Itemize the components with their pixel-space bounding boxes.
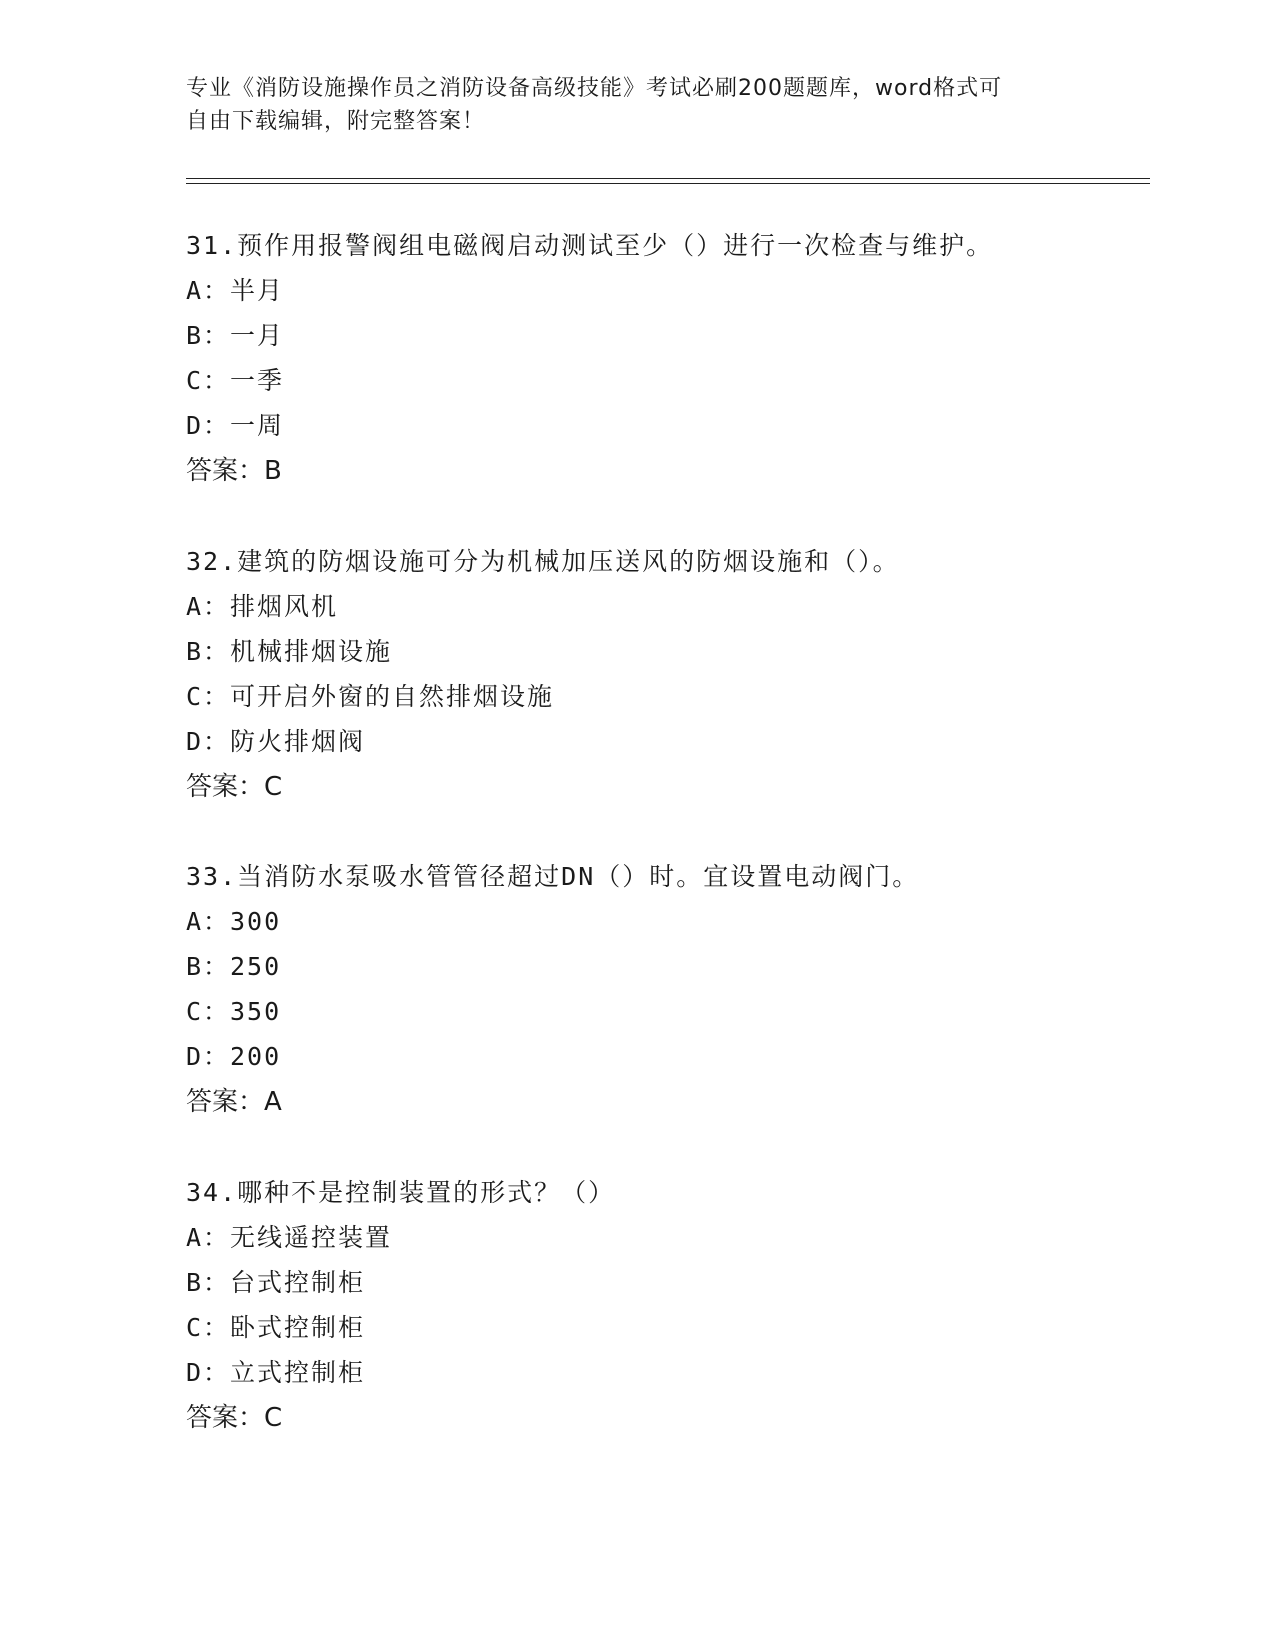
- option-text: 350: [230, 997, 282, 1026]
- option-text: 一季: [230, 366, 285, 395]
- option-letter: B：: [186, 637, 231, 666]
- option-text: 无线遥控装置: [230, 1223, 393, 1252]
- option-d: [186, 410, 1146, 455]
- option-letter: D：: [186, 1358, 231, 1387]
- option-text: 一周: [230, 411, 285, 440]
- answer-line: 答案：A: [186, 1087, 282, 1117]
- option-d: [186, 1357, 1146, 1402]
- option-letter: C：: [186, 997, 231, 1026]
- option-text: 可开启外窗的自然排烟设施: [230, 682, 555, 711]
- option-b: [186, 951, 1146, 996]
- option-a: [186, 275, 1146, 320]
- option-text: 排烟风机: [230, 592, 339, 621]
- document-header: [186, 72, 1066, 138]
- option-b: [186, 1267, 1146, 1312]
- option-text: 一月: [230, 321, 285, 350]
- option-a: [186, 906, 1146, 951]
- option-d: [186, 726, 1146, 771]
- header-divider-top: [186, 178, 1150, 179]
- option-a: [186, 1222, 1146, 1267]
- answer-line: 答案：B: [186, 456, 282, 486]
- option-b: [186, 636, 1146, 681]
- option-c: [186, 1312, 1146, 1357]
- option-text: 半月: [230, 276, 285, 305]
- header-divider-bottom: [186, 183, 1150, 184]
- option-letter: C：: [186, 366, 231, 395]
- question-stem: 31.预作用报警阀组电磁阀启动测试至少（）进行一次检查与维护。: [186, 231, 994, 260]
- question-31: [186, 230, 1146, 500]
- option-letter: A：: [186, 1223, 231, 1252]
- option-a: [186, 591, 1146, 636]
- option-letter: A：: [186, 592, 231, 621]
- question-33: [186, 861, 1146, 1131]
- option-letter: C：: [186, 682, 231, 711]
- option-letter: B：: [186, 952, 231, 981]
- option-letter: A：: [186, 907, 231, 936]
- option-letter: D：: [186, 1042, 231, 1071]
- option-letter: B：: [186, 321, 231, 350]
- option-b: [186, 320, 1146, 365]
- option-text: 立式控制柜: [230, 1358, 366, 1387]
- header-line-2: 自由下载编辑，附完整答案！: [186, 109, 486, 134]
- option-c: [186, 681, 1146, 726]
- option-letter: D：: [186, 727, 231, 756]
- question-stem: 32.建筑的防烟设施可分为机械加压送风的防烟设施和（）。: [186, 547, 900, 576]
- question-34: [186, 1177, 1146, 1447]
- option-letter: A：: [186, 276, 231, 305]
- option-text: 台式控制柜: [230, 1268, 366, 1297]
- option-text: 200: [230, 1042, 282, 1071]
- header-line-1: 专业《消防设施操作员之消防设备高级技能》考试必刷200题题库，word格式可: [186, 76, 1003, 101]
- question-stem: 33.当消防水泵吸水管管径超过DN（）时。宜设置电动阀门。: [186, 862, 920, 891]
- option-text: 250: [230, 952, 282, 981]
- answer-line: 答案：C: [186, 772, 283, 802]
- option-c: [186, 996, 1146, 1041]
- option-c: [186, 365, 1146, 410]
- option-text: 防火排烟阀: [230, 727, 366, 756]
- option-letter: D：: [186, 411, 231, 440]
- option-letter: B：: [186, 1268, 231, 1297]
- question-stem: 34.哪种不是控制装置的形式？（）: [186, 1178, 616, 1207]
- question-32: [186, 546, 1146, 816]
- option-text: 机械排烟设施: [230, 637, 393, 666]
- option-letter: C：: [186, 1313, 231, 1342]
- answer-line: 答案：C: [186, 1403, 283, 1433]
- option-text: 300: [230, 907, 282, 936]
- option-text: 卧式控制柜: [230, 1313, 366, 1342]
- option-d: [186, 1041, 1146, 1086]
